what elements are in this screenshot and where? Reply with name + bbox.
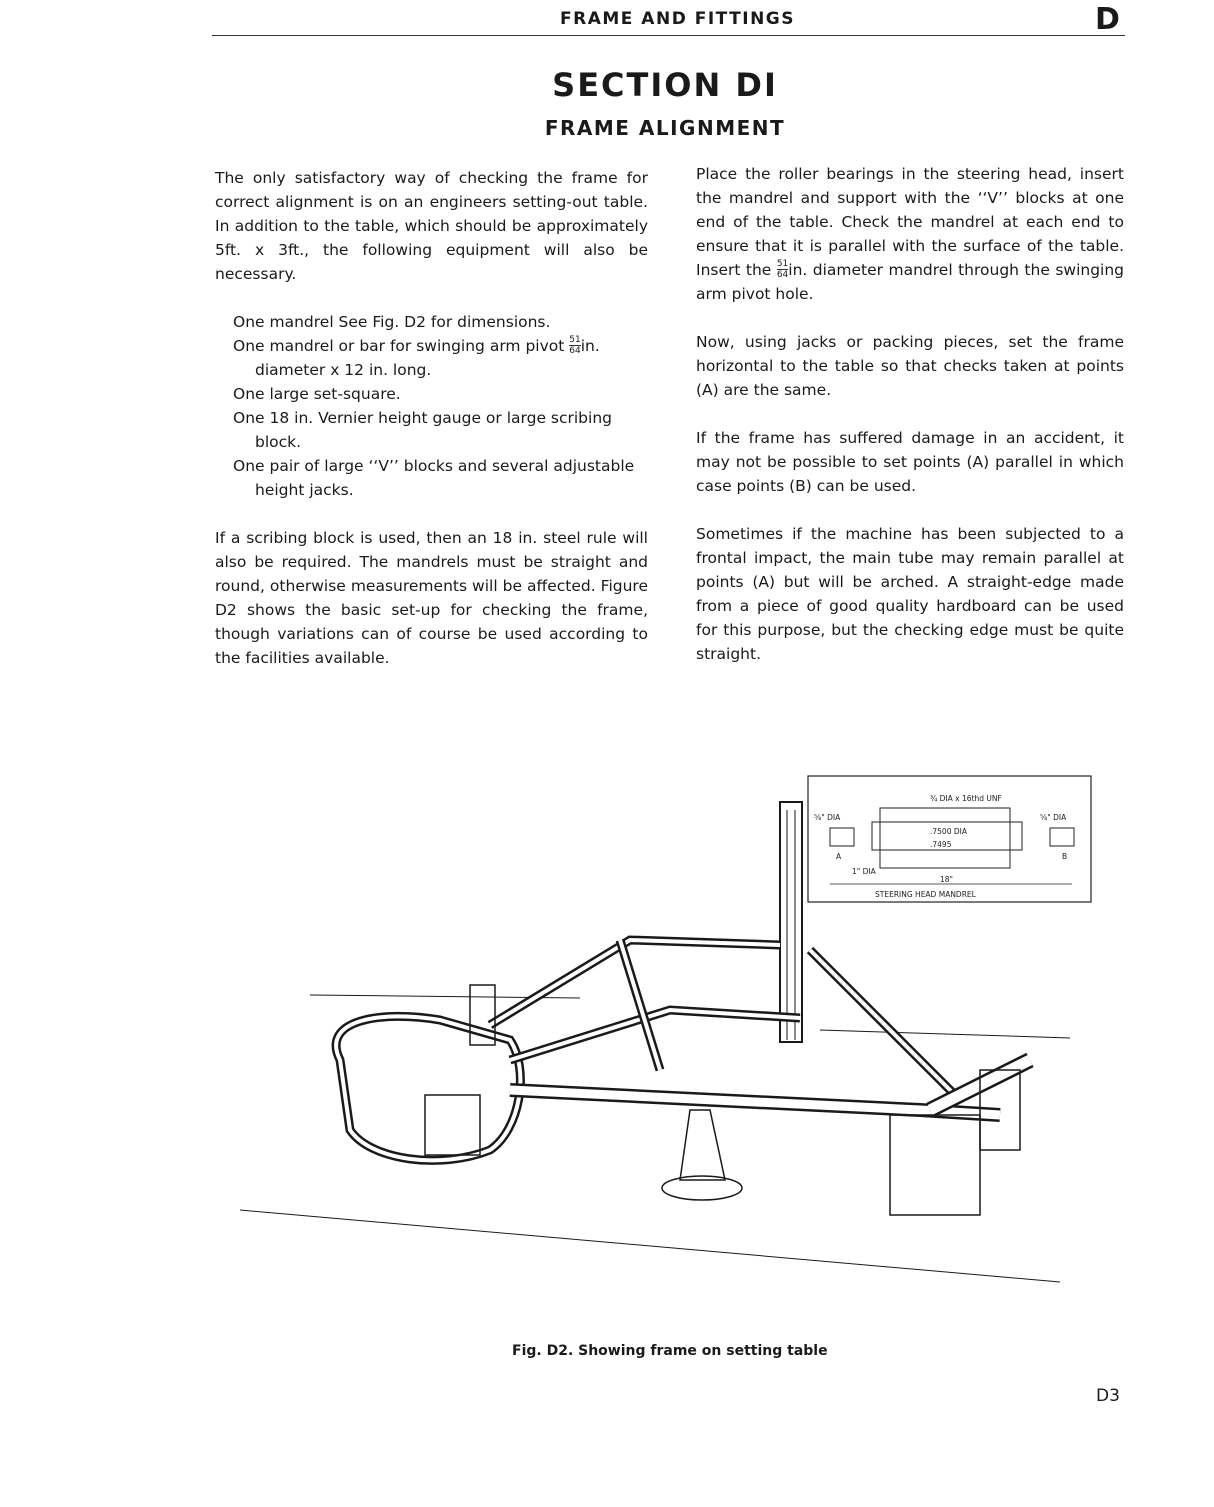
figure-caption: Fig. D2. Showing frame on setting table — [512, 1343, 828, 1359]
left-column — [215, 166, 648, 694]
fraction-numerator: 51 — [776, 259, 789, 269]
steering-head-mandrel-inset — [808, 776, 1091, 902]
bore-label-2: .7495 — [930, 840, 952, 849]
equipment-list — [233, 310, 648, 502]
header-rule — [212, 35, 1125, 36]
inset-title: STEERING HEAD MANDREL — [875, 890, 976, 899]
equipment-item — [233, 334, 648, 382]
text: Place the roller bearings in the steering head, insert the mandrel and support with the ‘‘V’’ blocks at one end of the table. Check the mandrel at each end to ensure that it is parallel with the surface of the table. Insert the — [696, 165, 1124, 279]
paragraph: Sometimes if the machine has been subjected to a frontal impact, the main tube may remain parallel at points (A) but will be arched. A straight-edge made from a piece of good quality hardboard can be used for this purpose, but the checking edge must be quite straight. — [696, 525, 1124, 663]
equipment-item: One large set-square. — [233, 385, 401, 403]
intro-paragraph: The only satisfactory way of checking the frame for correct alignment is on an engineers setting-out table. In addition to the table, which should be approximately 5ft. x 3ft., the following equipment will also be necessary. — [215, 169, 648, 283]
page-number: D3 — [1096, 1386, 1120, 1406]
bore-label: .7500 DIA — [930, 827, 967, 836]
paragraph: If the frame has suffered damage in an accident, it may not be possible to set points (A) parallel in which case points (B) can be used. — [696, 429, 1124, 495]
item-text: in. diameter x 12 in. long. — [255, 337, 600, 379]
equipment-item: One pair of large ‘‘V’’ blocks and several adjustable height jacks. — [233, 457, 635, 499]
point-a-label: A — [836, 852, 842, 861]
closing-paragraph: If a scribing block is used, then an 18 in. steel rule will also be required. The mandrels must be straight and round, otherwise measurements will be affected. Figure D2 shows the basic set-up for checking the frame, though variations can of course be used according to the facilities available. — [215, 529, 648, 667]
fraction — [777, 259, 788, 280]
frame-illustration — [240, 770, 1100, 1330]
item-text: One mandrel or bar for swinging arm pivot — [233, 337, 570, 355]
one-dia-label: 1" DIA — [852, 867, 876, 876]
fraction-denominator: 64 — [569, 346, 581, 356]
equipment-item: One mandrel See Fig. D2 for dimensions. — [233, 313, 551, 331]
section-subtitle: FRAME ALIGNMENT — [544, 116, 786, 140]
section-title: SECTION DI — [552, 66, 778, 104]
section-letter: D — [1095, 2, 1120, 37]
equipment-item: One 18 in. Vernier height gauge or large scribing block. — [233, 409, 612, 451]
left-dia-label: ⅝" DIA — [814, 813, 841, 822]
right-dia-label: ⅝" DIA — [1040, 813, 1067, 822]
length-label: 18" — [940, 875, 953, 884]
right-column — [696, 162, 1124, 690]
fraction-numerator: 51 — [569, 335, 581, 345]
paragraph — [696, 162, 1124, 306]
running-header: FRAME AND FITTINGS — [560, 9, 795, 29]
fraction-denominator: 64 — [776, 270, 789, 280]
text: in. diameter mandrel through the swinging arm pivot hole. — [696, 261, 1125, 303]
point-b-label: B — [1062, 852, 1068, 861]
thread-label: ¾ DIA x 16thd UNF — [930, 794, 1002, 803]
paragraph: Now, using jacks or packing pieces, set the frame horizontal to the table so that checks taken at points (A) are the same. — [696, 333, 1124, 399]
fraction — [569, 335, 580, 356]
